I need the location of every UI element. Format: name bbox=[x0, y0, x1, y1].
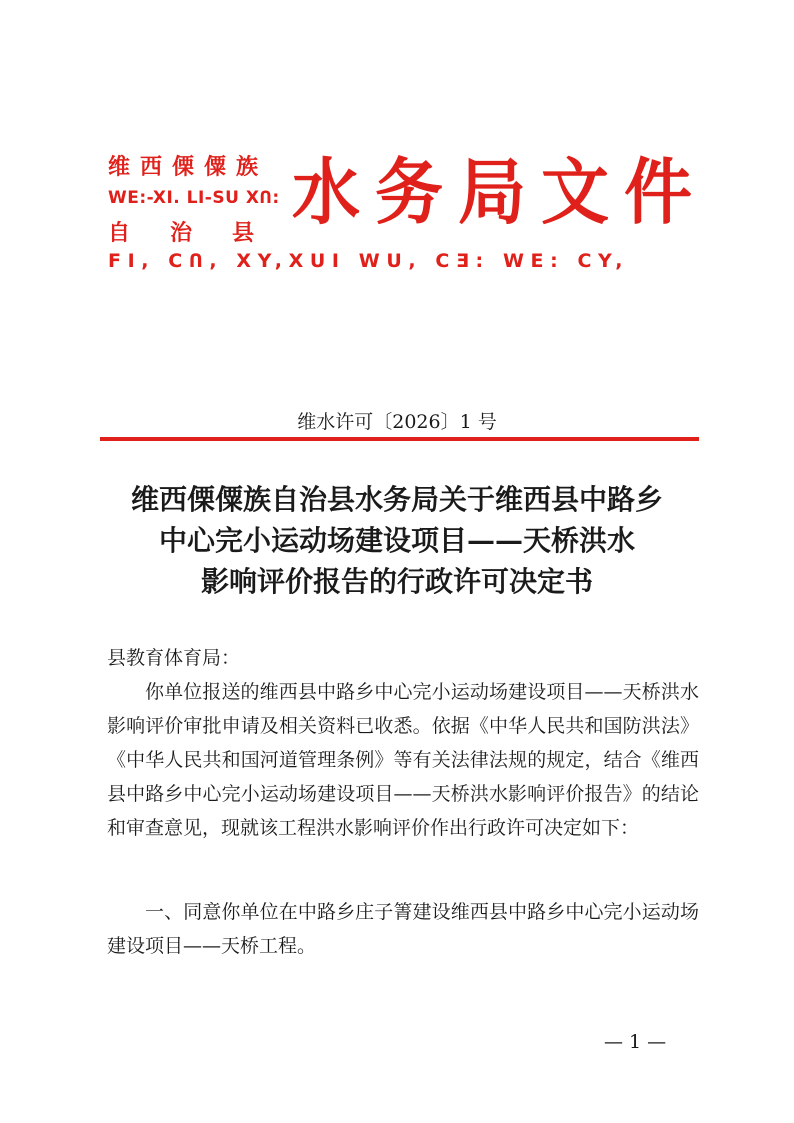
banner-lisu-transliteration: FI, CՈ, XY,XUI WU, CƎ: WE: CY, bbox=[108, 250, 630, 272]
banner-char: 件 bbox=[623, 151, 692, 235]
red-divider-line bbox=[100, 437, 699, 441]
document-title-line-3: 影响评价报告的行政许可决定书 bbox=[200, 565, 593, 598]
banner-char: 务 bbox=[374, 151, 443, 235]
banner-char: 局 bbox=[457, 151, 526, 235]
issuer-name-chinese: 维西傈僳族 bbox=[108, 154, 269, 180]
issuer-name-autonomous-county: 自治县 bbox=[108, 220, 295, 246]
body-paragraph: 一、同意你单位在中路乡庄子箐建设维西县中路乡中心完小运动场建设项目——天桥工程。 bbox=[107, 901, 699, 957]
document-title-line-1: 维西傈僳族自治县水务局关于维西县中路乡 bbox=[130, 483, 663, 516]
issuer-name-lisu: WE:-XI. LI-SU XՈ: bbox=[108, 188, 280, 208]
body-paragraph: 你单位报送的维西县中路乡中心完小运动场建设项目——天桥洪水影响评价审批申请及相关资料已收悉。依据《中华人民共和国防洪法》《中华人民共和国河道管理条例》等有关法律法规的规定，结合《维西县中路乡中心完小运动场建设项目——天桥洪水影响评价报告》的结论和审查意见，现就该工程洪水影响评价作出行政许可决定如下： bbox=[107, 681, 699, 839]
document-number: 维水许可〔2026〕1 号 bbox=[297, 411, 497, 433]
addressee: 县教育体育局： bbox=[107, 647, 241, 669]
page-number: — 1 — bbox=[604, 1031, 667, 1053]
banner-char: 水 bbox=[292, 151, 361, 235]
banner-char: 文 bbox=[540, 151, 609, 235]
document-type-banner bbox=[292, 148, 692, 238]
document-title-line-2: 中心完小运动场建设项目——天桥洪水 bbox=[158, 524, 635, 557]
